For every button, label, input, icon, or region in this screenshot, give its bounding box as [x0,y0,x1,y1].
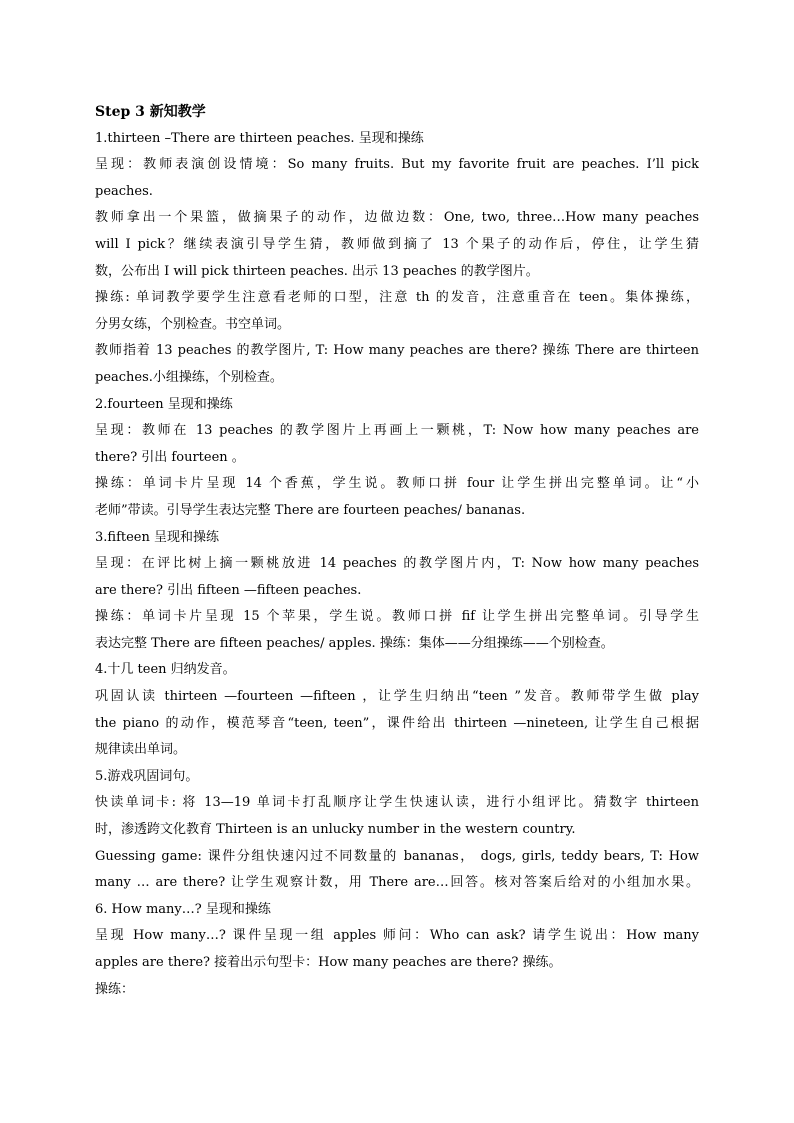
body-line: 操练：单词卡片呈现 14 个香蕉，学生说。教师口拼 four 让学生拼出完整单词。让“小 [95,476,699,492]
body-line: 呈现：教师表演创设情境：So many fruits. But my favorite fruit are peaches. I’ll pick [95,157,699,173]
document-body [95,126,699,1004]
body-line: will I pick？继续表演引导学生猜，教师做到摘了 13 个果子的动作后，停住，让学生猜 [95,236,699,252]
body-line: 5.游戏巩固词句。 [95,768,199,784]
body-line: 时，渗透跨文化教育 Thirteen is an unlucky number in the western country. [95,822,576,838]
body-line: 操练：单词卡片呈现 15 个苹果，学生说。教师口拼 fif 让学生拼出完整单词。引导学生 [95,609,699,625]
body-line: 操练： [95,981,135,997]
body-line: 巩固认读 thirteen —fourteen —fifteen ，让学生归纳出“teen ”发音。教师带学生做 play [95,689,699,705]
body-line: 4.十几 teen 归纳发音。 [95,662,236,678]
body-line: 呈现：在评比树上摘一颗桃放进 14 peaches 的教学图片内，T: Now how many peaches [95,556,699,572]
body-line: many … are there? 让学生观察计数，用 There are…回答。核对答案后给对的小组加水果。 [95,875,699,891]
body-line: 呈现：教师在 13 peaches 的教学图片上再画上一颗桃，T: Now how many peaches are [95,423,699,439]
body-line: 2.fourteen 呈现和操练 [95,396,233,412]
body-line: the piano 的动作，模范琴音“teen, teen”，课件给出 thirteen —nineteen, 让学生自己根据 [95,715,699,731]
section-heading: Step 3 新知教学 [95,104,206,120]
body-line: 1.thirteen –There are thirteen peaches. 呈现和操练 [95,130,424,146]
body-line: 分男女练，个别检查。书空单词。 [95,316,291,332]
body-line: 老师”带读。引导学生表达完整 There are fourteen peaches/ bananas. [95,502,526,518]
body-line: 数，公布出 I will pick thirteen peaches. 出示 13 peaches 的教学图片。 [95,263,539,279]
body-line: Guessing game: 课件分组快速闪过不同数量的 bananas， dogs, girls, teddy bears, T: How [95,848,699,864]
document-page [95,99,699,1003]
body-line: 教师拿出一个果篮，做摘果子的动作，边做边数：One, two, three…How many peaches [95,210,699,226]
body-line: 操练: 单词教学要学生注意看老师的口型，注意 th 的发音，注意重音在 teen。集体操练， [95,290,699,306]
body-line: 表达完整 There are fifteen peaches/ apples. 操练：集体——分组操练——个别检查。 [95,635,614,651]
body-line: apples are there? 接着出示句型卡：How many peaches are there? 操练。 [95,955,562,970]
body-line: 规律读出单词。 [95,742,187,758]
body-line: 3.fifteen 呈现和操练 [95,529,220,545]
body-line: 快读单词卡: 将 13—19 单词卡打乱顺序让学生快速认读，进行小组评比。猜数字 thirteen [95,795,699,811]
body-line: 呈现 How many…? 课件呈现一组 apples 师问：Who can ask? 请学生说出：How many [95,928,699,944]
body-line: there? 引出 fourteen 。 [95,449,245,465]
body-line: are there? 引出 fifteen —fifteen peaches. [95,582,362,598]
body-line: 教师指着 13 peaches 的教学图片, T: How many peaches are there? 操练 There are thirteen [95,343,699,359]
body-line: peaches. [95,183,153,199]
body-line: peaches.小组操练，个别检查。 [95,369,283,385]
body-line: 6. How many…? 呈现和操练 [95,901,271,917]
